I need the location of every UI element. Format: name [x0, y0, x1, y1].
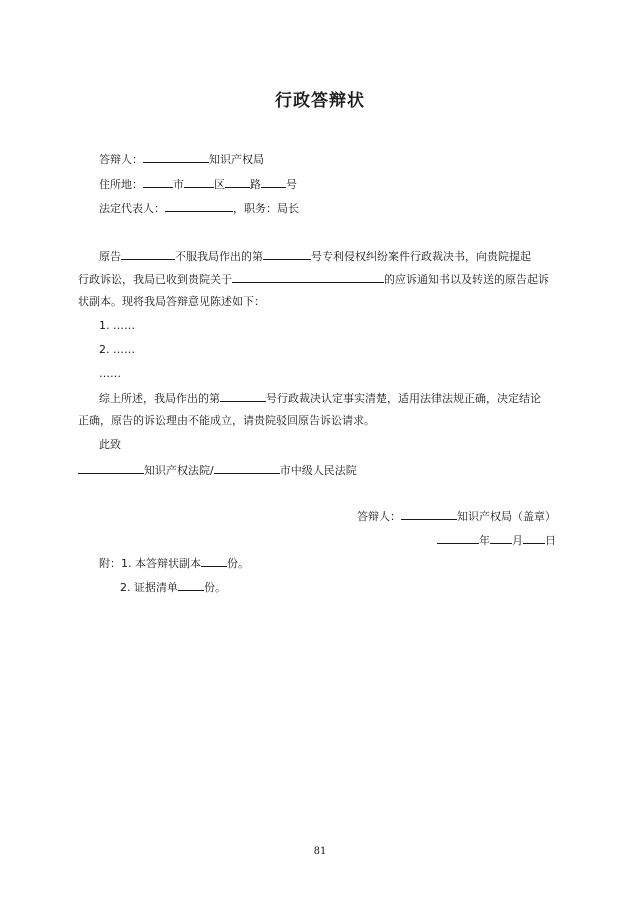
respondent-suffix: 知识产权局: [209, 153, 264, 166]
attachment-label: 附：1. 本答辩状副本: [99, 557, 201, 570]
address-road: 路: [250, 178, 261, 191]
attachment-line-1: [99, 555, 249, 571]
address-number: 号: [286, 178, 297, 191]
address-label: 住所地：: [99, 178, 143, 191]
month-blank: [490, 532, 512, 544]
legal-rep-line: [99, 200, 299, 216]
date-day: 日: [545, 534, 556, 547]
attachment-unit-2: 份。: [204, 581, 226, 594]
p2-text-a: 综上所述，我局作出的第: [99, 392, 220, 405]
document-title: 行政答辩状: [275, 91, 365, 111]
court-blank-b: [214, 462, 280, 474]
signature-blank: [401, 508, 457, 520]
court-text-a: 知识产权法院/: [144, 464, 214, 477]
address-city: 市: [173, 178, 184, 191]
plaintiff-blank: [121, 248, 175, 260]
salutation: 此致: [99, 438, 121, 451]
p1-text-b: 不服我局作出的第: [175, 250, 263, 263]
paragraph1-line2: [78, 271, 549, 287]
p1-text-e: 的应诉通知书以及转送的原告起诉: [384, 273, 549, 286]
attachment-line-2: [120, 579, 226, 595]
page-number: 81: [313, 846, 327, 857]
list-item-1: 1. ……: [99, 319, 135, 332]
court-blank-a: [78, 462, 144, 474]
list-item-2: 2. ……: [99, 343, 135, 356]
date-year: 年: [479, 534, 490, 547]
case-name-blank: [232, 271, 384, 283]
p1-text-c: 号专利侵权纠纷案件行政裁决书，向贵院提起: [311, 250, 531, 263]
signature-label: 答辩人：: [357, 510, 401, 523]
paragraph2-line1: [99, 390, 541, 406]
address-city-blank: [143, 176, 173, 188]
p1-text-d: 行政诉讼，我局已收到贵院关于: [78, 273, 232, 286]
copies-blank: [201, 555, 227, 567]
respondent-blank: [143, 151, 209, 163]
signature-line: [357, 508, 556, 524]
court-text-b: 市中级人民法院: [279, 464, 357, 477]
address-road-blank: [225, 176, 250, 188]
address-number-blank: [261, 176, 286, 188]
attachment-item-2: 2. 证据清单: [120, 581, 178, 594]
court-line: [78, 462, 357, 478]
address-line: [99, 176, 297, 192]
attachment-unit-1: 份。: [227, 557, 249, 570]
address-district-blank: [184, 176, 214, 188]
p1-text-f: 状副本。现将我局答辩意见陈述如下：: [78, 295, 265, 308]
respondent-line: [99, 151, 264, 167]
decision-number-blank: [220, 390, 266, 402]
signature-suffix: 知识产权局（盖章）: [457, 510, 556, 523]
year-blank: [437, 532, 479, 544]
date-month: 月: [512, 534, 523, 547]
list-item-ellipsis: ……: [99, 367, 121, 380]
respondent-label: 答辩人：: [99, 153, 143, 166]
legal-rep-blank: [165, 200, 233, 212]
paragraph2-line2: [78, 414, 375, 428]
evidence-blank: [178, 579, 204, 591]
paragraph1-line3: [78, 295, 265, 309]
date-line: [437, 532, 556, 548]
day-blank: [523, 532, 545, 544]
legal-rep-position: ，职务：局长: [233, 202, 299, 215]
paragraph1-line1: [99, 248, 531, 264]
legal-rep-label: 法定代表人：: [99, 202, 165, 215]
p2-text-c: 正确，原告的诉讼理由不能成立，请贵院驳回原告诉讼请求。: [78, 414, 375, 427]
address-district: 区: [214, 178, 225, 191]
ruling-number-blank: [263, 248, 311, 260]
p1-text-a: 原告: [99, 250, 121, 263]
p2-text-b: 号行政裁决认定事实清楚，适用法律法规正确，决定结论: [266, 392, 541, 405]
